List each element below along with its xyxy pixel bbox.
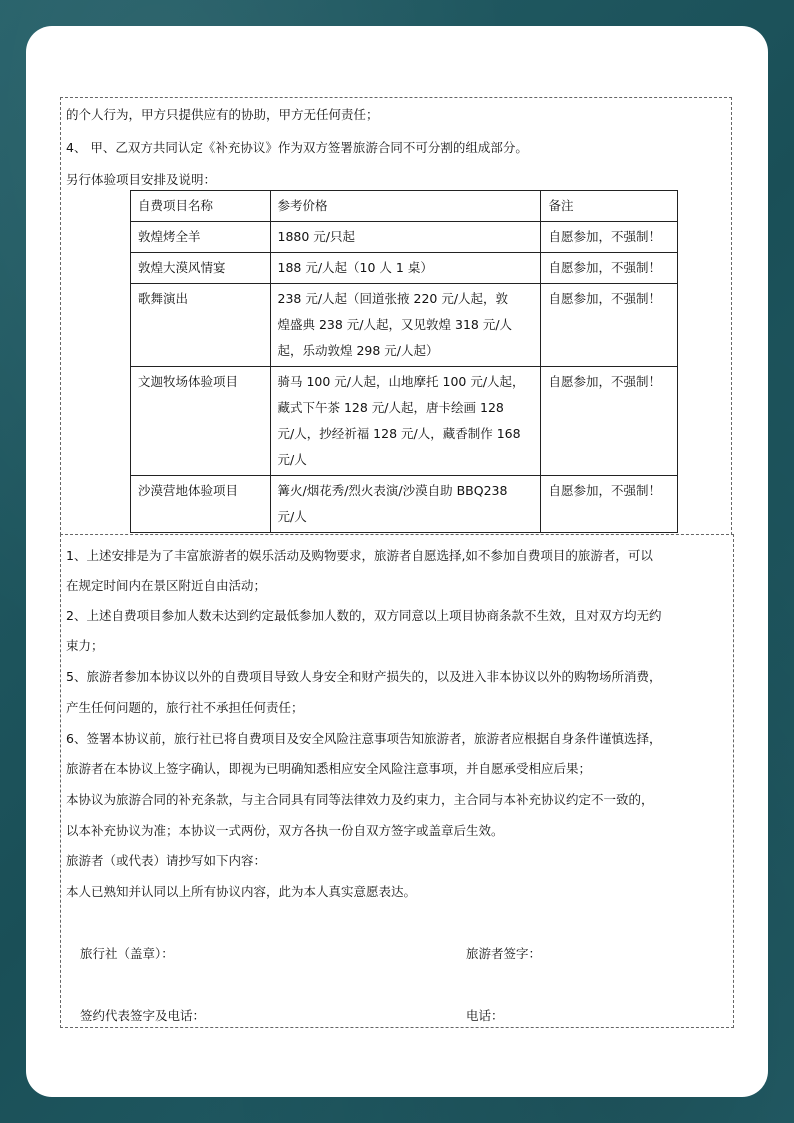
price-line: 元/人 — [277, 452, 307, 467]
item-name: 文迦牧场体验项目 — [131, 367, 271, 476]
agency-seal-label: 旅行社（盖章）： — [80, 946, 174, 961]
item-price — [270, 367, 541, 476]
item-name: 敦煌烤全羊 — [131, 222, 271, 253]
self-paid-items-table — [130, 190, 678, 533]
price-line: 1880 元/只起 — [277, 229, 355, 244]
price-line: 元/人，抄经祈福 128 元/人，藏香制作 168 — [277, 426, 521, 441]
item-name: 敦煌大漠风情宴 — [131, 253, 271, 284]
item-name: 歌舞演出 — [131, 284, 271, 367]
table-header-row — [131, 191, 678, 222]
term-line: 在规定时间内在景区附近自由活动； — [66, 578, 267, 593]
term-line: 5、旅游者参加本协议以外的自费项目导致人身安全和财产损失的，以及进入非本协议以外的购物场所消费， — [66, 669, 662, 684]
price-line: 元/人 — [277, 509, 307, 524]
item-note: 自愿参加，不强制！ — [541, 284, 678, 367]
item-note: 自愿参加，不强制！ — [541, 253, 678, 284]
item-price — [270, 476, 541, 533]
item-note: 自愿参加，不强制！ — [541, 367, 678, 476]
price-line: 238 元/人起（回道张掖 220 元/人起，敦 — [277, 291, 509, 306]
term-line: 旅游者在本协议上签字确认，即视为已明确知悉相应安全风险注意事项，并自愿承受相应后果； — [66, 761, 592, 776]
table-row — [131, 222, 678, 253]
term-line: 6、签署本协议前，旅行社已将自费项目及安全风险注意事项告知旅游者，旅游者应根据自身条件谨慎选择， — [66, 731, 662, 746]
term-line: 本协议为旅游合同的补充条款，与主合同具有同等法律效力及约束力，主合同与本补充协议约定不一致的， — [66, 792, 654, 807]
phone-label: 电话： — [466, 1008, 504, 1023]
term-line: 旅游者（或代表）请抄写如下内容： — [66, 853, 267, 868]
price-line: 起，乐动敦煌 298 元/人起） — [277, 343, 439, 358]
clause-4: 4、 甲、乙双方共同认定《补充协议》作为双方签署旅游合同不可分割的组成部分。 — [66, 140, 528, 155]
tourist-signature-label: 旅游者签字： — [466, 946, 542, 961]
item-note: 自愿参加，不强制！ — [541, 222, 678, 253]
header-note: 备注 — [541, 191, 678, 222]
term-line: 以本补充协议为准；本协议一式两份，双方各执一份自双方签字或盖章后生效。 — [66, 823, 504, 838]
item-name: 沙漠营地体验项目 — [131, 476, 271, 533]
header-item-name: 自费项目名称 — [131, 191, 271, 222]
table-row — [131, 284, 678, 367]
intro-line: 的个人行为，甲方只提供应有的协助，甲方无任何责任； — [66, 107, 379, 122]
term-line: 产生任何问题的，旅行社不承担任何责任； — [66, 700, 304, 715]
item-note: 自愿参加，不强制！ — [541, 476, 678, 533]
price-line: 188 元/人起（10 人 1 桌） — [277, 260, 433, 275]
item-price — [270, 284, 541, 367]
term-line: 1、上述安排是为了丰富旅游者的娱乐活动及购物要求，旅游者自愿选择,如不参加自费项目的旅游者，可以 — [66, 548, 653, 563]
header-price: 参考价格 — [270, 191, 541, 222]
table-row — [131, 253, 678, 284]
term-line: 束力； — [66, 638, 104, 653]
item-price — [270, 253, 541, 284]
item-price — [270, 222, 541, 253]
table-row — [131, 476, 678, 533]
term-line: 2、上述自费项目参加人数未达到约定最低参加人数的，双方同意以上项目协商条款不生效，且对双方均无约 — [66, 608, 662, 623]
price-line: 篝火/烟花秀/烈火表演/沙漠自助 BBQ238 — [277, 483, 508, 498]
term-line: 本人已熟知并认同以上所有协议内容，此为本人真实意愿表达。 — [66, 884, 417, 899]
table-intro: 另行体验项目安排及说明： — [66, 172, 217, 187]
price-line: 煌盛典 238 元/人起，又见敦煌 318 元/人 — [277, 317, 513, 332]
price-line: 骑马 100 元/人起，山地摩托 100 元/人起， — [277, 374, 525, 389]
price-line: 藏式下午茶 128 元/人起，唐卡绘画 128 — [277, 400, 504, 415]
table-row — [131, 367, 678, 476]
rep-signature-label: 签约代表签字及电话： — [80, 1008, 206, 1023]
